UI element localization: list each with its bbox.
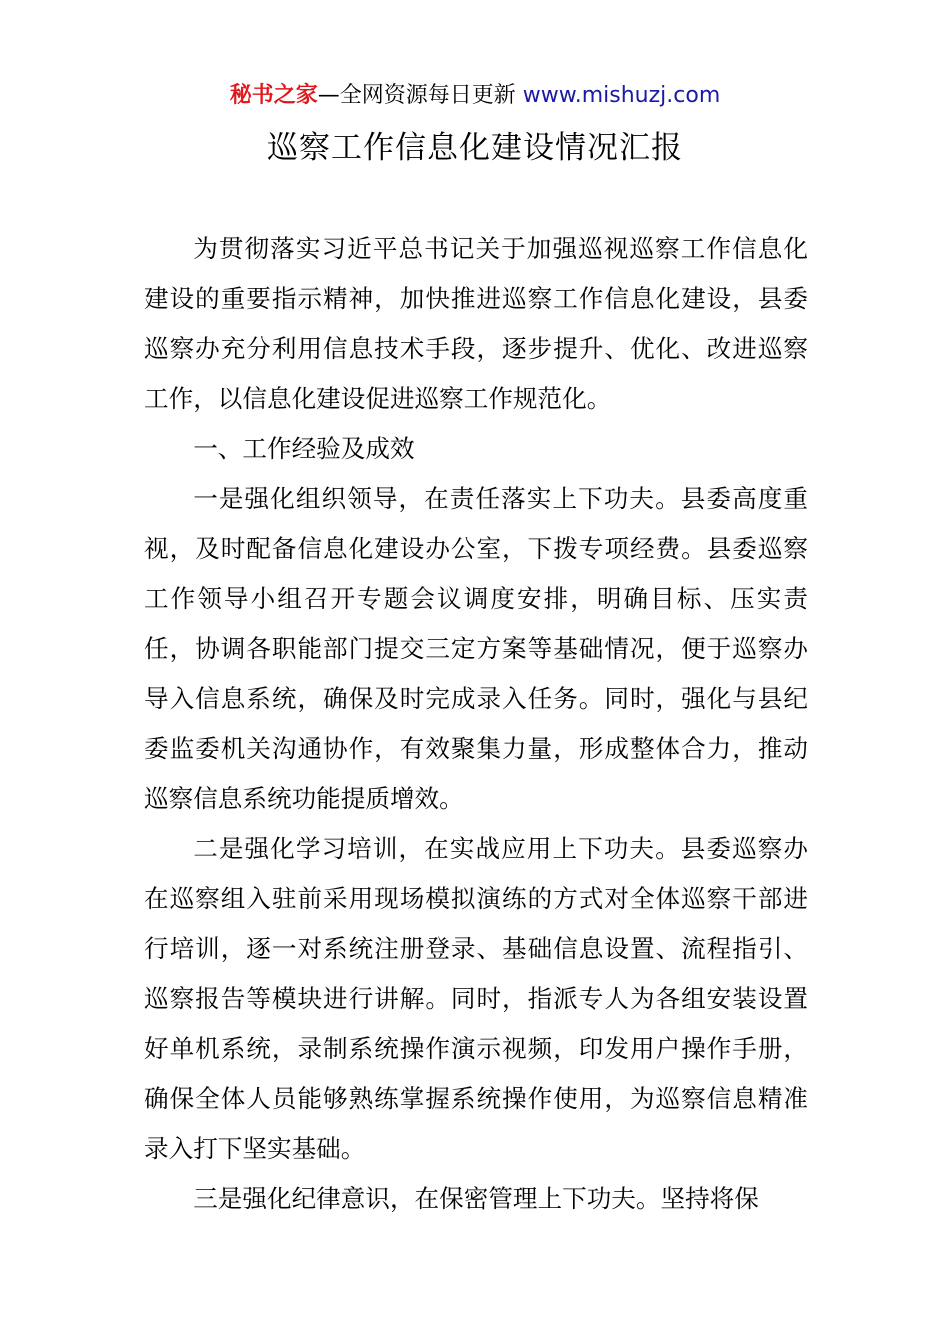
header-tagline: —全网资源每日更新 (317, 83, 523, 108)
paragraph-intro: 为贯彻落实习近平总书记关于加强巡视巡察工作信息化建设的重要指示精神，加快推进巡察工作信息化建设，县委巡察办充分利用信息技术手段，逐步提升、优化、改进巡察工作，以信息化建设促进巡察工作规范化。 (144, 234, 808, 413)
document-title: 巡察工作信息化建设情况汇报 (267, 130, 683, 166)
brand-name: 秘书之家 (229, 83, 318, 108)
document-body (144, 224, 808, 1224)
section-heading: 一、工作经验及成效 (193, 434, 415, 463)
paragraph-point-2: 二是强化学习培训，在实战应用上下功夫。县委巡察办在巡察组入驻前采用现场模拟演练的方式对全体巡察干部进行培训，逐一对系统注册登录、基础信息设置、流程指引、巡察报告等模块进行讲解。同时，指派专人为各组安装设置好单机系统，录制系统操作演示视频，印发用户操作手册，确保全体人员能够熟练掌握系统操作使用，为巡察信息精准录入打下坚实基础。 (144, 834, 808, 1163)
paragraph-point-3: 三是强化纪律意识，在保密管理上下功夫。坚持将保 (193, 1184, 759, 1213)
site-header (0, 80, 950, 112)
paragraph-point-1: 一是强化组织领导，在责任落实上下功夫。县委高度重视，及时配备信息化建设办公室，下拨专项经费。县委巡察工作领导小组召开专题会议调度安排，明确目标、压实责任，协调各职能部门提交三定方案等基础情况，便于巡察办导入信息系统，确保及时完成录入任务。同时，强化与县纪委监委机关沟通协作，有效聚集力量，形成整体合力，推动巡察信息系统功能提质增效。 (144, 484, 808, 813)
site-url: www.mishuzj.com (522, 83, 721, 108)
